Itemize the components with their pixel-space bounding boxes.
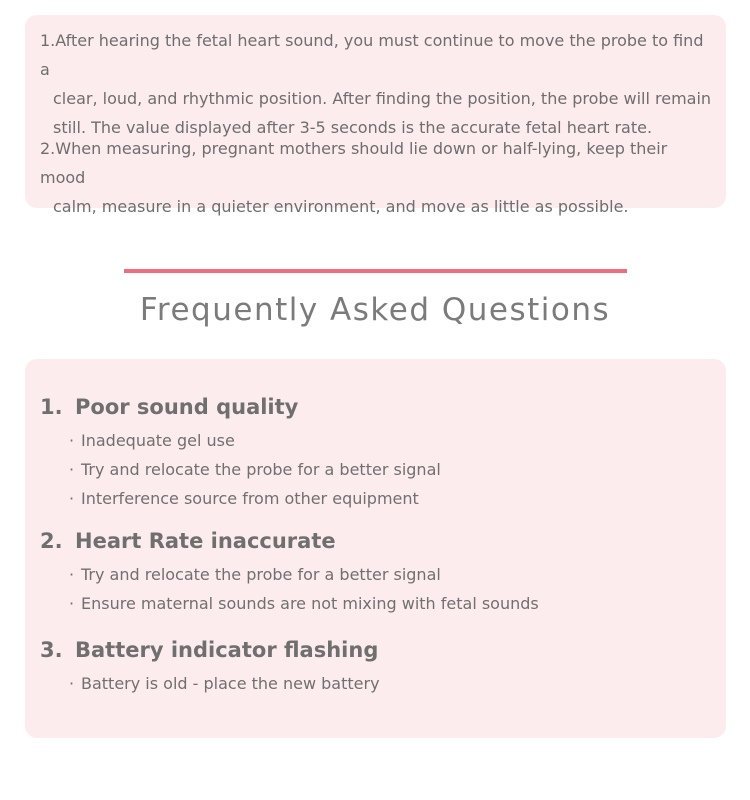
tip-2-number: 2.: [40, 139, 56, 158]
bullet-icon: ·: [69, 489, 75, 508]
faq-answer-3-1: [69, 669, 380, 698]
tip-2-line-1: [40, 134, 716, 192]
bullet-icon: ·: [69, 674, 75, 693]
faq-answer-text: Try and relocate the probe for a better signal: [81, 565, 441, 584]
faq-answer-text: Try and relocate the probe for a better signal: [81, 460, 441, 479]
tip-1-text-line-1: After hearing the fetal heart sound, you must continue to move the probe to find a: [40, 31, 704, 79]
faq-question-1: [40, 392, 298, 422]
bullet-icon: ·: [69, 431, 75, 450]
faq-answer-text: Battery is old - place the new battery: [81, 674, 380, 693]
faq-answer-1-3: [69, 484, 419, 513]
faq-answer-text: Inadequate gel use: [81, 431, 235, 450]
faq-heading: Frequently Asked Questions: [139, 292, 611, 328]
bullet-icon: ·: [69, 460, 75, 479]
tip-2-text-line-1: When measuring, pregnant mothers should lie down or half-lying, keep their mood: [40, 139, 668, 187]
bullet-icon: ·: [69, 565, 75, 584]
bullet-icon: ·: [69, 594, 75, 613]
tip-1-text-line-3: still. The value displayed after 3-5 seconds is the accurate fetal heart rate.: [53, 118, 653, 137]
faq-answer-1-2: [69, 455, 441, 484]
tip-1-number: 1.: [40, 31, 56, 50]
tip-2-text-line-2: calm, measure in a quieter environment, and move as little as possible.: [53, 197, 629, 216]
tip-1-line-1: [40, 26, 716, 84]
tip-1-text-line-2: clear, loud, and rhythmic position. After finding the position, the probe will remain: [53, 89, 712, 108]
faq-answer-2-2: [69, 589, 539, 618]
faq-answer-2-1: [69, 560, 441, 589]
faq-question-2: [40, 526, 336, 556]
faq-question-3-title: Battery indicator flashing: [75, 638, 379, 662]
faq-answer-1-1: [69, 426, 235, 455]
tip-item-2: [40, 134, 716, 221]
section-divider: [124, 269, 627, 273]
tip-item-1: [40, 26, 716, 142]
faq-answer-text: Ensure maternal sounds are not mixing with fetal sounds: [81, 594, 539, 613]
measurement-tips-card: [25, 15, 726, 216]
faq-question-2-title: Heart Rate inaccurate: [75, 529, 336, 553]
faq-question-1-number: 1.: [40, 395, 63, 419]
faq-question-3-number: 3.: [40, 638, 63, 662]
faq-card: [25, 359, 726, 738]
faq-answer-text: Interference source from other equipment: [81, 489, 419, 508]
faq-question-3: [40, 635, 378, 665]
faq-question-1-title: Poor sound quality: [75, 395, 299, 419]
faq-question-2-number: 2.: [40, 529, 63, 553]
